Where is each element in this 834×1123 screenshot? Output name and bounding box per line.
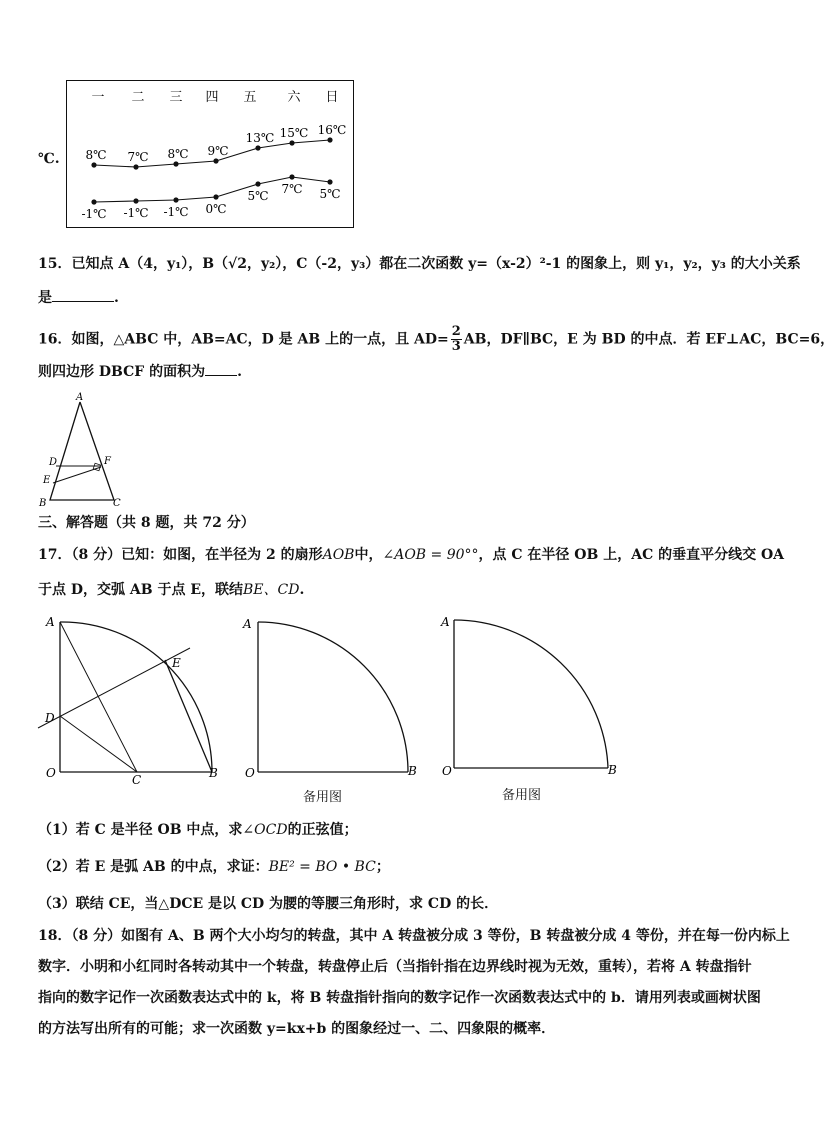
q17-sub2-b: BE² = BO • BC xyxy=(268,859,376,875)
q17-l1a: 17．（8 分）已知：如图，在半径为 2 的扇形 xyxy=(38,547,323,563)
q16-fraction xyxy=(451,325,462,354)
label-B: B xyxy=(39,498,47,509)
high-temp-point xyxy=(173,161,178,166)
high-temp-label: 15℃ xyxy=(279,126,309,140)
section-heading: 三、解答题（共 8 题，共 72 分） xyxy=(38,515,255,531)
q15-line2-b: . xyxy=(114,290,119,306)
q17-sub1 xyxy=(38,820,358,840)
low-temp-point xyxy=(213,194,218,199)
day-label: 四 xyxy=(205,90,219,105)
temperature-chart xyxy=(66,80,356,230)
q17-l1b: AOB xyxy=(322,547,355,563)
q16-line2-a: 则四边形 DBCF 的面积为 xyxy=(38,364,206,380)
label-A: A xyxy=(76,392,84,403)
label-B: B xyxy=(408,764,417,778)
q17-l1e: ，点 C 在半径 OB 上，AC 的垂直平分线交 OA xyxy=(478,547,785,563)
q15-line2-a: 是 xyxy=(38,290,52,306)
low-temp-label: -1℃ xyxy=(123,206,149,220)
high-temp-point xyxy=(289,140,294,145)
low-temp-label: 7℃ xyxy=(281,182,303,196)
low-temp-point xyxy=(133,198,138,203)
q17-sub3: （3）联结 CE，当△DCE 是以 CD 为腰的等腰三角形时，求 CD 的长． xyxy=(38,896,499,912)
q16-line2-b: . xyxy=(237,364,242,380)
day-label: 五 xyxy=(243,90,257,105)
day-label: 三 xyxy=(169,90,183,105)
low-temp-label: -1℃ xyxy=(163,205,189,219)
high-temp-point xyxy=(213,158,218,163)
frac-den: 3 xyxy=(451,339,461,354)
low-temp-point xyxy=(91,199,96,204)
low-temp-point xyxy=(327,179,332,184)
q16-line2 xyxy=(38,362,242,382)
label-D: D xyxy=(45,711,55,725)
q18-line4: 的方法写出所有的可能；求一次函数 y=kx+b 的图象经过一、二、四象限的概率． xyxy=(38,1021,556,1037)
label-A: A xyxy=(46,615,55,629)
q16-line1 xyxy=(38,325,834,354)
q18-line3: 指向的数字记作一次函数表达式中的 k，将 B 转盘指针指向的数字记作一次函数表达式中的 b．请用列表或画树状图 xyxy=(38,990,761,1006)
q17-spare-figure-2 xyxy=(438,610,628,786)
label-C: C xyxy=(132,773,142,787)
high-temp-label: 9℃ xyxy=(207,144,229,158)
label-C: C xyxy=(113,498,121,509)
q17-sub1-a: （1）若 C 是半径 OB 中点，求 xyxy=(38,822,243,838)
high-temp-label: 7℃ xyxy=(127,150,149,164)
q16-part-b: AB，DF∥BC，E 为 BD 的中点．若 EF⊥AC，BC=6， xyxy=(463,331,834,348)
label-O: O xyxy=(46,766,56,780)
high-temp-point xyxy=(91,162,96,167)
low-temp-label: 5℃ xyxy=(247,189,269,203)
high-temp-point xyxy=(133,164,138,169)
q17-line1 xyxy=(38,545,784,565)
low-temp-point xyxy=(289,174,294,179)
q17-line2 xyxy=(38,580,304,600)
q17-sub2-a: （2）若 E 是弧 AB 的中点，求证： xyxy=(38,859,269,875)
label-A: A xyxy=(243,617,252,631)
label-A: A xyxy=(441,615,450,629)
q15-line1: 15．已知点 A（4，y₁），B（√2，y₂），C（-2，y₃）都在二次函数 y=（x-2）²-1 的图象上，则 y₁，y₂，y₃ 的大小关系 xyxy=(38,256,801,272)
day-label: 二 xyxy=(131,90,145,105)
low-temp-point xyxy=(255,181,260,186)
label-B: B xyxy=(209,766,218,780)
q18-line2: 数字．小明和小红同时各转动其中一个转盘，转盘停止后（当指针指在边界线时视为无效，重转），若将 A 转盘指针 xyxy=(38,959,752,975)
label-B: B xyxy=(608,763,617,777)
label-O: O xyxy=(442,764,452,778)
high-temp-point xyxy=(327,137,332,142)
q16-answer-blank xyxy=(205,375,237,376)
q17-l2a: 于点 D，交弧 AB 于点 E，联结 xyxy=(38,582,244,598)
q17-sub1-b: ∠OCD xyxy=(242,822,288,838)
q17-sub2-c: ； xyxy=(375,859,390,875)
q17-sub2 xyxy=(38,857,390,877)
high-temp-label: 16℃ xyxy=(317,123,347,137)
unit-prefix: ℃. xyxy=(38,151,60,167)
q18-line1: 18．（8 分）如图有 A、B 两个大小均匀的转盘，其中 A 转盘被分成 3 等份，B 转盘被分成 4 等份，并在每一份内标上 xyxy=(38,928,790,944)
high-temp-label: 8℃ xyxy=(167,147,189,161)
q17-figure-main xyxy=(34,612,234,788)
q15-line2 xyxy=(38,288,119,308)
low-temp-label: 5℃ xyxy=(319,187,341,201)
q15-answer-blank xyxy=(52,301,114,302)
frac-num: 2 xyxy=(451,324,461,339)
q17-l1c: 中， xyxy=(354,547,383,563)
q17-l2b: BE、CD xyxy=(243,582,300,598)
low-temp-label: 0℃ xyxy=(205,202,227,216)
high-temp-label: 13℃ xyxy=(245,131,275,145)
day-label: 日 xyxy=(325,90,339,105)
label-E: E xyxy=(43,475,51,486)
spare-caption-1: 备用图 xyxy=(303,790,343,805)
low-temp-label: -1℃ xyxy=(81,207,107,221)
high-temp-point xyxy=(255,145,260,150)
q17-l2c: . xyxy=(299,582,305,598)
label-E: E xyxy=(172,656,181,670)
q16-part-a: 16．如图，△ABC 中，AB=AC，D 是 AB 上的一点，且 AD= xyxy=(38,331,449,348)
spare-caption-2: 备用图 xyxy=(502,788,542,803)
label-O: O xyxy=(245,766,255,780)
low-temp-point xyxy=(173,197,178,202)
label-F: F xyxy=(104,456,111,467)
label-D: D xyxy=(49,457,58,468)
day-label: 一 xyxy=(91,90,105,105)
q17-sub1-c: 的正弦值； xyxy=(287,822,358,838)
q17-spare-figure-1 xyxy=(238,612,428,788)
q16-figure xyxy=(32,388,132,512)
day-label: 六 xyxy=(287,90,301,105)
high-temp-label: 8℃ xyxy=(85,148,107,162)
q17-l1d: ∠AOB = 90°° xyxy=(382,547,479,563)
